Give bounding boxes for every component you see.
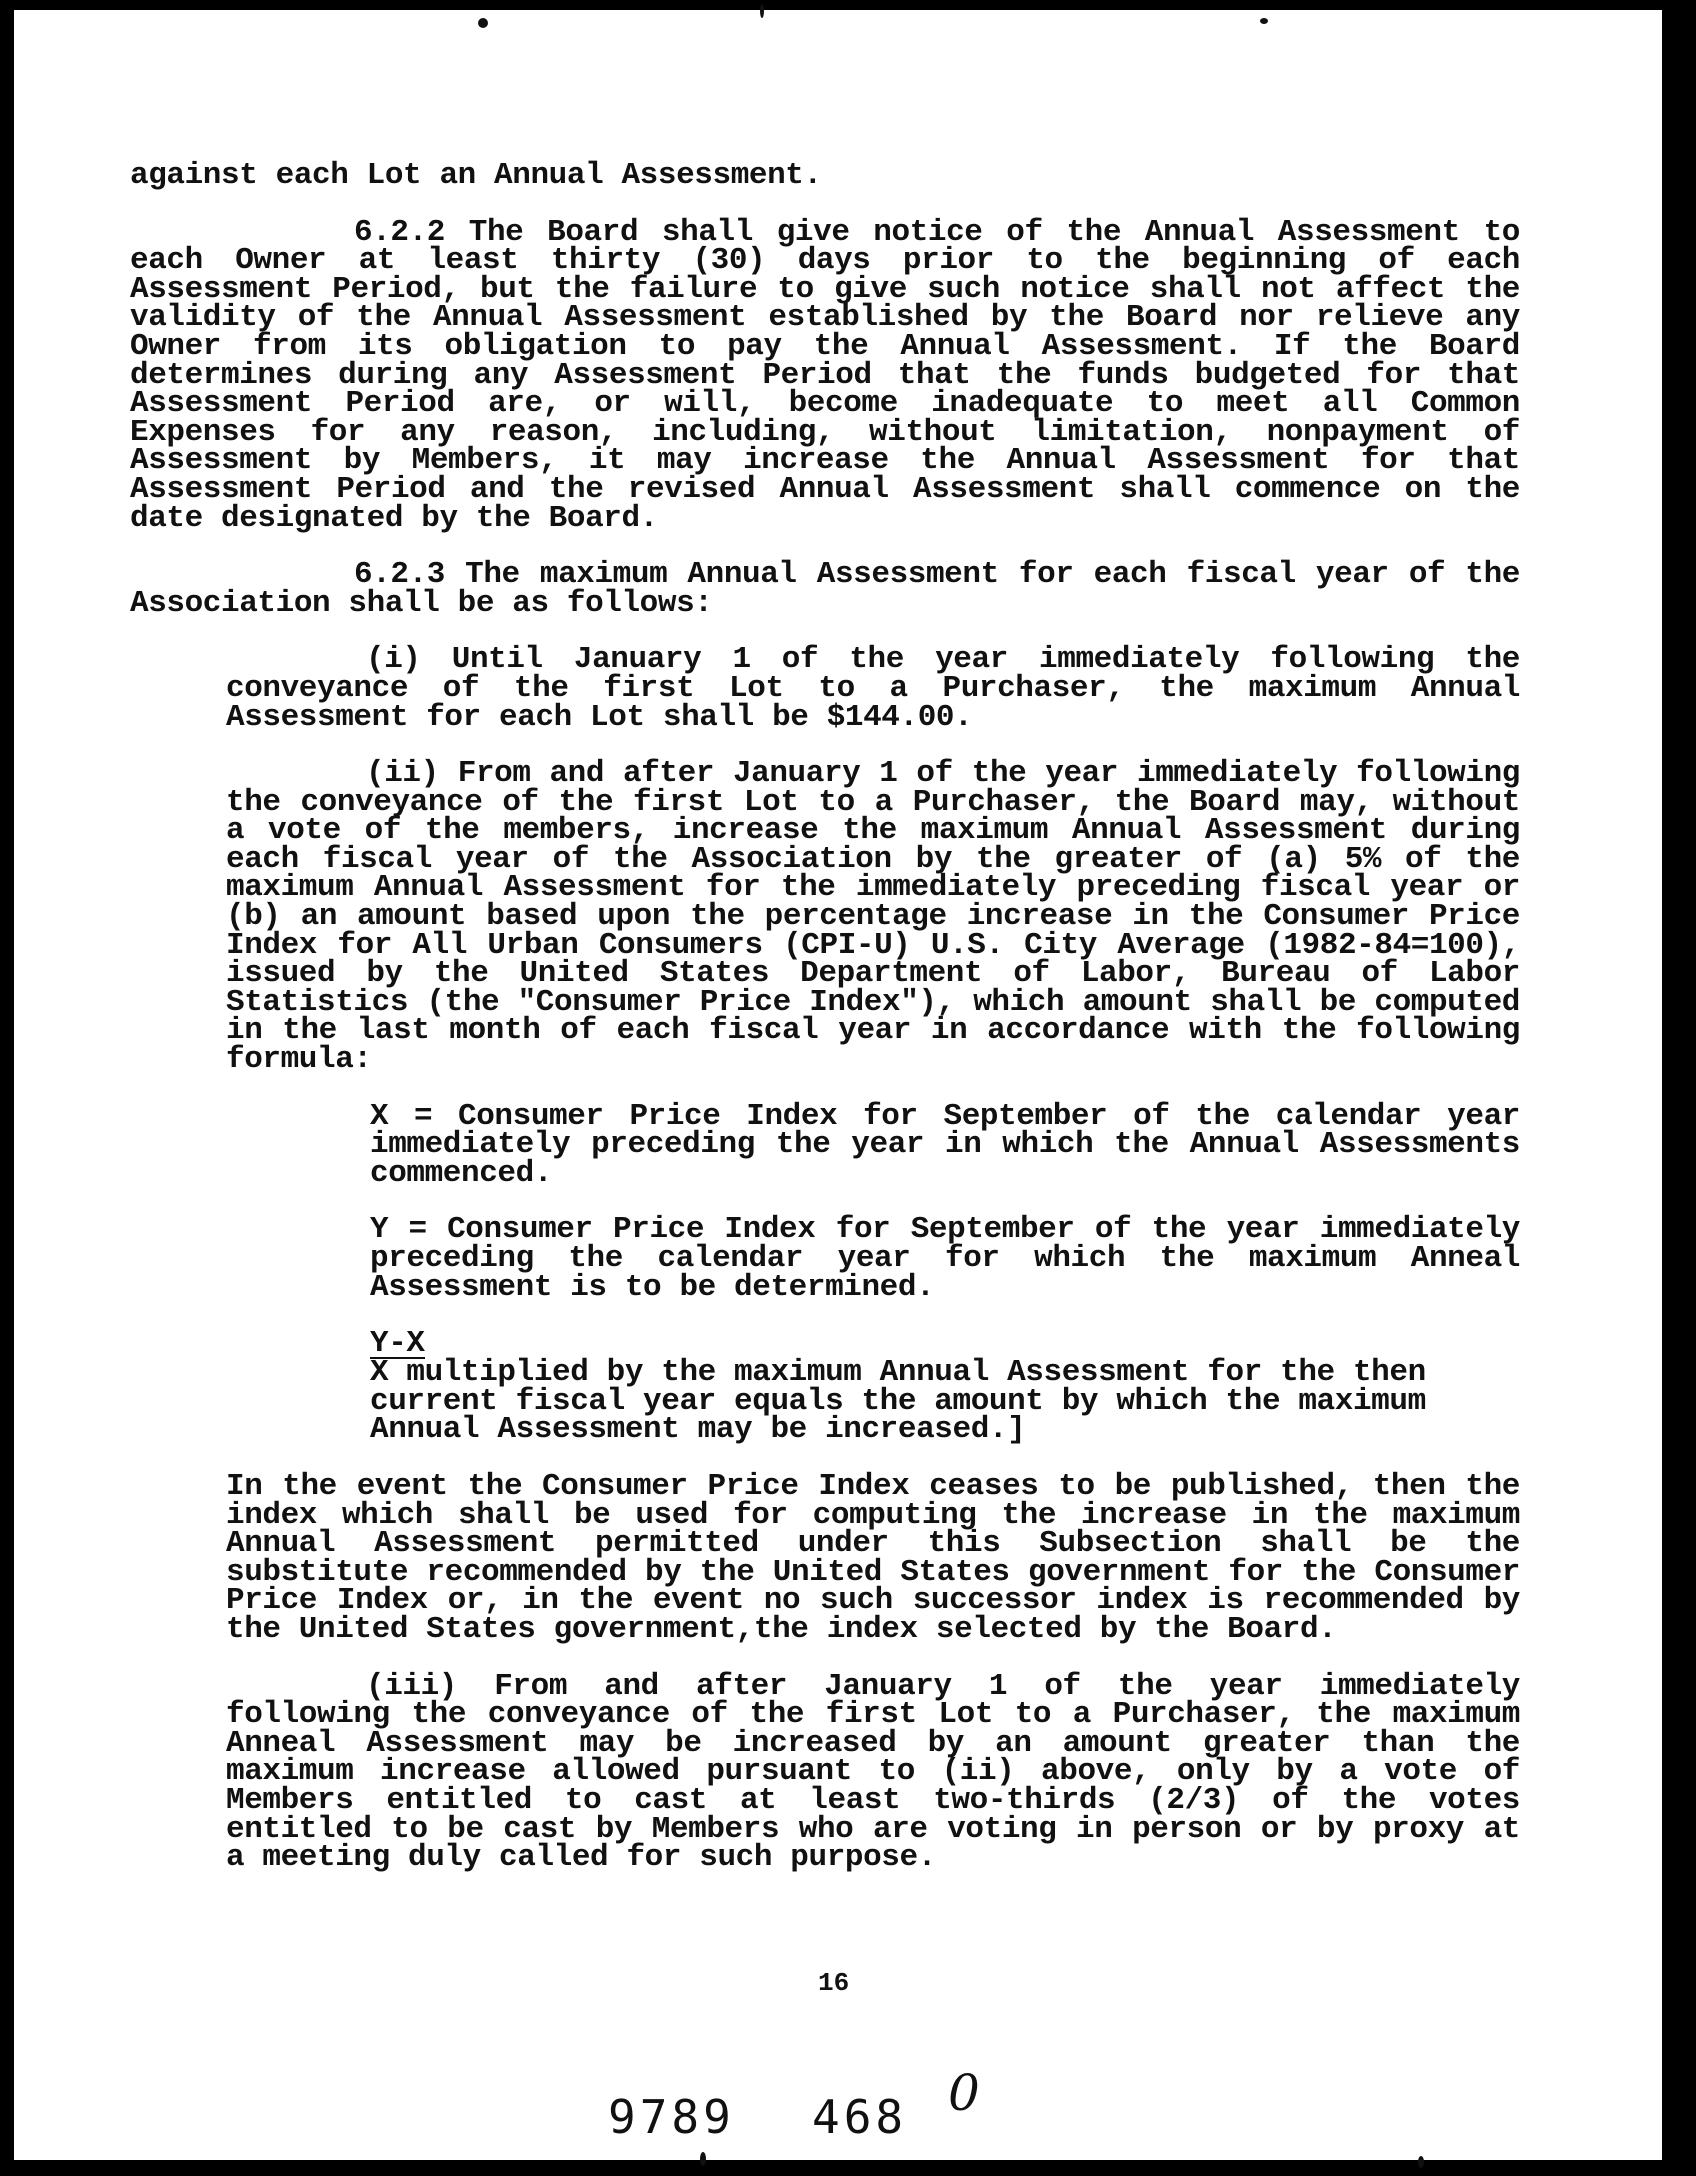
paragraph-lead: against each Lot an Annual Assessment. [130, 158, 822, 193]
paragraph-6-2-2: 6.2.2 The Board shall give notice of the Annual Assessment to each Owner at least thirty (30) days prior to the beginning of each Assessment Period, but the failure to give such notice shall not affect the validity of the Annual Assessment established by the Board nor relieve any Owner from its obligation to pay the Annual Assessment. If the Board determines during any Assessment Period that the funds budgeted for that Assessment Period are, or will, become inadequate to meet all Common Expenses for any reason, including, without limitation, nonpayment of Assessment by Members, it may increase the Annual Assessment for that Assessment Period and the revised Annual Assessment shall commence on the date designated by the Board. [130, 214, 1520, 536]
fraction-numerator: Y-X [370, 1326, 425, 1362]
paragraph-6-2-3: 6.2.3 The maximum Annual Assessment for each fiscal year of the Association shall be as follows: [130, 557, 1520, 621]
document-body [130, 158, 1520, 1901]
clause-iii: (iii) From and after January 1 of the year immediately following the conveyance of the first Lot to a Purchaser, the maximum Anneal Assessment may be increased by an amount greater than the maximum increase allowed pursuant to (ii) above, only by a vote of Members entitled to cast at least two-thirds (2/3) of the votes entitled to be cast by Members who are voting in person or by proxy at a meeting duly called for such purpose. [226, 1668, 1520, 1876]
bates-stamp-prefix: 9789 [608, 2090, 735, 2144]
clause-i: (i) Until January 1 of the year immediately following the conveyance of the first Lot to a Purchaser, the maximum Annual Assessment for each Lot shall be $144.00. [226, 642, 1520, 735]
fraction-text: X multiplied by the maximum Annual Assessment for the then current fiscal year equals the amount by which the maximum Annual Assessment may be increased.] [370, 1355, 1426, 1448]
page-number: 16 [818, 1968, 850, 1998]
handwritten-digit: 0 [948, 2064, 980, 2122]
formula-y-definition: Y = Consumer Price Index for September of the year immediately preceding the calendar year for which the maximum Anneal Assessment is to be determined. [370, 1212, 1520, 1305]
bates-stamp-suffix: 468 [812, 2090, 908, 2144]
clause-ii: (ii) From and after January 1 of the year immediately following the conveyance of the first Lot to a Purchaser, the Board may, without a vote of the members, increase the maximum Annual Assessment during each fiscal year of the Association by the greater of (a) 5% of the maximum Annual Assessment for the immediately preceding fiscal year or (b) an amount based upon the percentage increase in the Consumer Price Index for All Urban Consumers (CPI-U) U.S. City Average (1982-84=100), issued by the United States Department of Labor, Bureau of Labor Statistics (the "Consumer Price Index"), which amount shall be computed in the last month of each fiscal year in accordance with the following formula: [226, 756, 1520, 1078]
formula-fraction [370, 1326, 1520, 1448]
formula-x-definition: X = Consumer Price Index for September of the calendar year immediately preceding the year in which the Annual Assessments commenced. [370, 1098, 1520, 1191]
paragraph-cpi-substitute: In the event the Consumer Price Index ceases to be published, then the index which shall be used for computing the increase in the maximum Annual Assessment permitted under this Subsection shall be the substitute recommended by the United States government for the Consumer Price Index or, in the event no such successor index is recommended by the United States government,the index selected by the Board. [226, 1468, 1520, 1647]
